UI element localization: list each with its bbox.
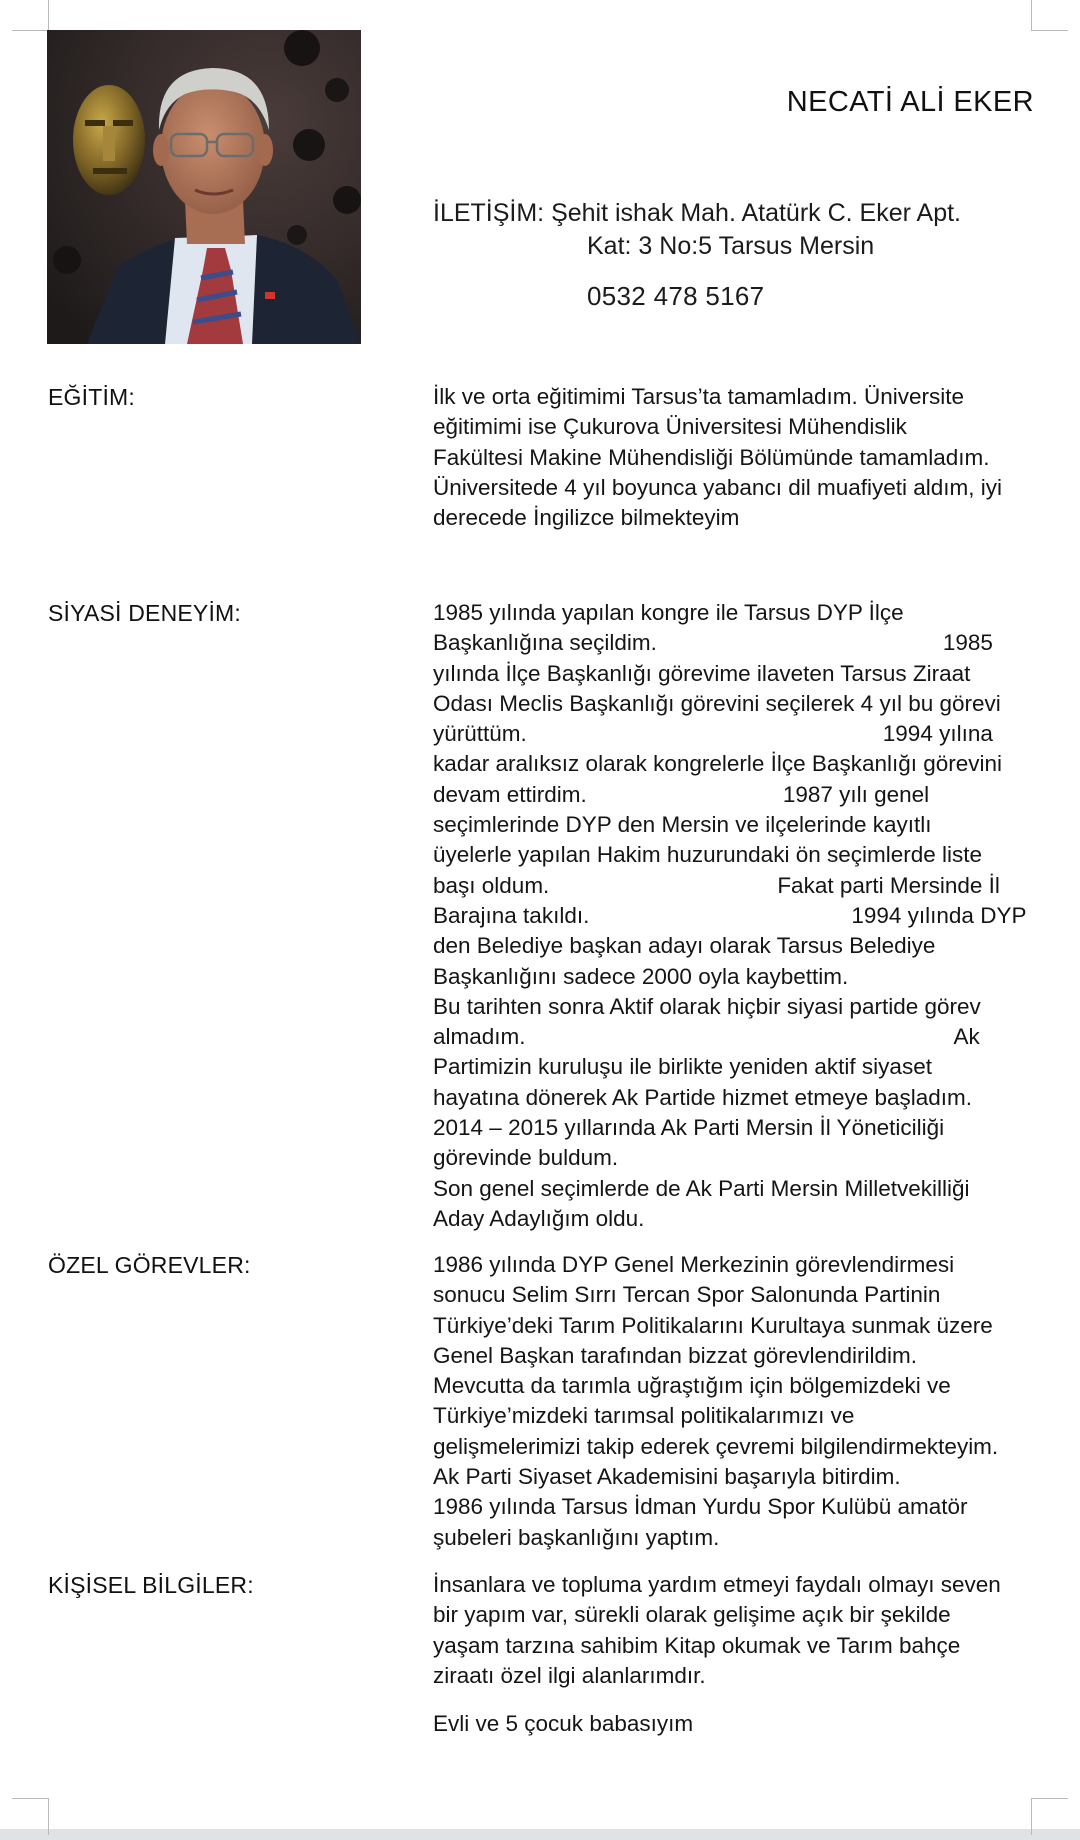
family-line: Evli ve 5 çocuk babasıyım [433, 1711, 694, 1736]
political-line [433, 1022, 1043, 1052]
political-line: görevinde buldum. [433, 1145, 619, 1171]
political-experience-label: SİYASİ DENEYİM: [48, 600, 242, 626]
duties-line: Türkiye’deki Tarım Politikalarını Kurultaya sunmak üzere [433, 1312, 993, 1338]
education-line: derecede İngilizce bilmekteyim [433, 505, 740, 531]
political-line: kadar aralıksız olarak kongrelerle İlçe Başkanlığı görevini [433, 751, 1003, 777]
duties-line: 1986 yılında Tarsus İdman Yurdu Spor Kulübü amatör [433, 1494, 968, 1520]
political-line: üyelerle yapılan Hakim huzurundaki ön seçimlerde liste [433, 842, 983, 868]
political-line-part: Başkanlığına seçildim. [433, 630, 657, 656]
contact-phone: 0532 478 5167 [587, 281, 765, 311]
political-line [433, 871, 1043, 901]
family-status [433, 1709, 1043, 1739]
profile-photo [47, 30, 361, 344]
duties-line: Mevcutta da tarımla uğraştığım için bölgemizdeki ve [433, 1373, 951, 1399]
duties-line: Ak Parti Siyaset Akademisini başarıyla bitirdim. [433, 1464, 901, 1490]
crop-mark-top-left [12, 0, 49, 31]
political-line-part: yürüttüm. [433, 721, 527, 747]
political-line-part: başı oldum. [433, 872, 550, 898]
education-line: eğitimimi ise Çukurova Üniversitesi Mühendislik [433, 414, 907, 440]
political-line: Son genel seçimlerde de Ak Parti Mersin Milletvekilliği [433, 1175, 970, 1201]
political-experience-text [433, 598, 1043, 1234]
crop-mark-bottom-right [1031, 1798, 1068, 1835]
personal-line: İnsanlara ve topluma yardım etmeyi faydalı olmayı seven [433, 1572, 1001, 1597]
political-line: Başkanlığını sadece 2000 oyla kaybettim. [433, 963, 849, 989]
crop-mark-bottom-left [12, 1798, 49, 1835]
personal-line: yaşam tarzına sahibim Kitap okumak ve Tarım bahçe [433, 1632, 961, 1658]
duties-line: şubeleri başkanlığını yaptım. [433, 1524, 720, 1550]
personal-line: bir yapım var, sürekli olarak gelişime açık bir şekilde [433, 1602, 951, 1628]
political-line [433, 719, 1043, 749]
political-line: Aday Adaylığım oldu. [433, 1205, 645, 1231]
political-line: Partimizin kuruluşu ile birlikte yeniden aktif siyaset [433, 1054, 932, 1080]
political-line: seçimlerinde DYP den Mersin ve ilçelerinde kayıtlı [433, 812, 932, 838]
political-line-part: 1987 yılı genel [782, 781, 930, 807]
education-line: Üniversitede 4 yıl boyunca yabancı dil muafiyeti aldım, iyi [433, 474, 1003, 500]
political-line-part: 1985 [942, 630, 993, 656]
political-line-part: 1994 yılında DYP [851, 902, 1027, 928]
crop-mark-top-right [1031, 0, 1068, 31]
person-name: NECATİ ALİ EKER [786, 86, 1034, 118]
education-line: İlk ve orta eğitimimi Tarsus’ta tamamladım. Üniversite [433, 384, 964, 409]
duties-line: Genel Başkan tarafından bizzat görevlendirildim. [433, 1342, 918, 1368]
political-line-part: 1994 yılına [882, 721, 993, 747]
political-line [433, 901, 1043, 931]
political-line-part: Barajına takıldı. [433, 902, 590, 928]
political-line: hayatına dönerek Ak Partide hizmet etmeye başladım. [433, 1084, 973, 1110]
political-line-part: almadım. [433, 1024, 526, 1050]
duties-line: 1986 yılında DYP Genel Merkezinin görevlendirmesi [433, 1252, 955, 1277]
political-line-part: Ak [953, 1024, 980, 1050]
duties-line: sonucu Selim Sırrı Tercan Spor Salonunda Partinin [433, 1282, 941, 1308]
political-line: Odası Meclis Başkanlığı görevini seçilerek 4 yıl bu görevi [433, 690, 1001, 716]
contact-address-line-2: Kat: 3 No:5 Tarsus Mersin [587, 232, 875, 260]
special-duties-label: ÖZEL GÖREVLER: [48, 1252, 251, 1278]
personal-line: ziraatı özel ilgi alanlarımdır. [433, 1662, 706, 1688]
duties-line: Türkiye’mizdeki tarımsal politikalarımızı ve [433, 1403, 855, 1429]
political-line: 1985 yılında yapılan kongre ile Tarsus DYP İlçe [433, 600, 904, 625]
education-line: Fakültesi Makine Mühendisliği Bölümünde tamamladım. [433, 444, 990, 470]
contact-address-line-1: İLETİŞİM: Şehit ishak Mah. Atatürk C. Eker Apt. [433, 199, 961, 227]
special-duties-text [433, 1250, 1043, 1553]
political-line: Bu tarihten sonra Aktif olarak hiçbir siyasi partide görev [433, 993, 981, 1019]
political-line: den Belediye başkan adayı olarak Tarsus Belediye [433, 933, 936, 959]
duties-line: gelişmelerimizi takip ederek çevremi bilgilendirmekteyim. [433, 1433, 999, 1459]
education-text [433, 382, 1043, 533]
political-line: 2014 – 2015 yıllarında Ak Parti Mersin İl Yöneticiliği [433, 1115, 945, 1141]
political-line: yılında İlçe Başkanlığı görevime ilaveten Tarsus Ziraat [433, 660, 971, 686]
political-line-part: Fakat parti Mersinde İl [777, 872, 1000, 898]
political-line-part: devam ettirdim. [433, 781, 587, 807]
education-label: EĞİTİM: [48, 384, 136, 410]
political-line [433, 628, 1043, 658]
political-line [433, 780, 1043, 810]
personal-info-text [433, 1570, 1043, 1691]
personal-info-label: KİŞİSEL BİLGİLER: [48, 1572, 254, 1598]
